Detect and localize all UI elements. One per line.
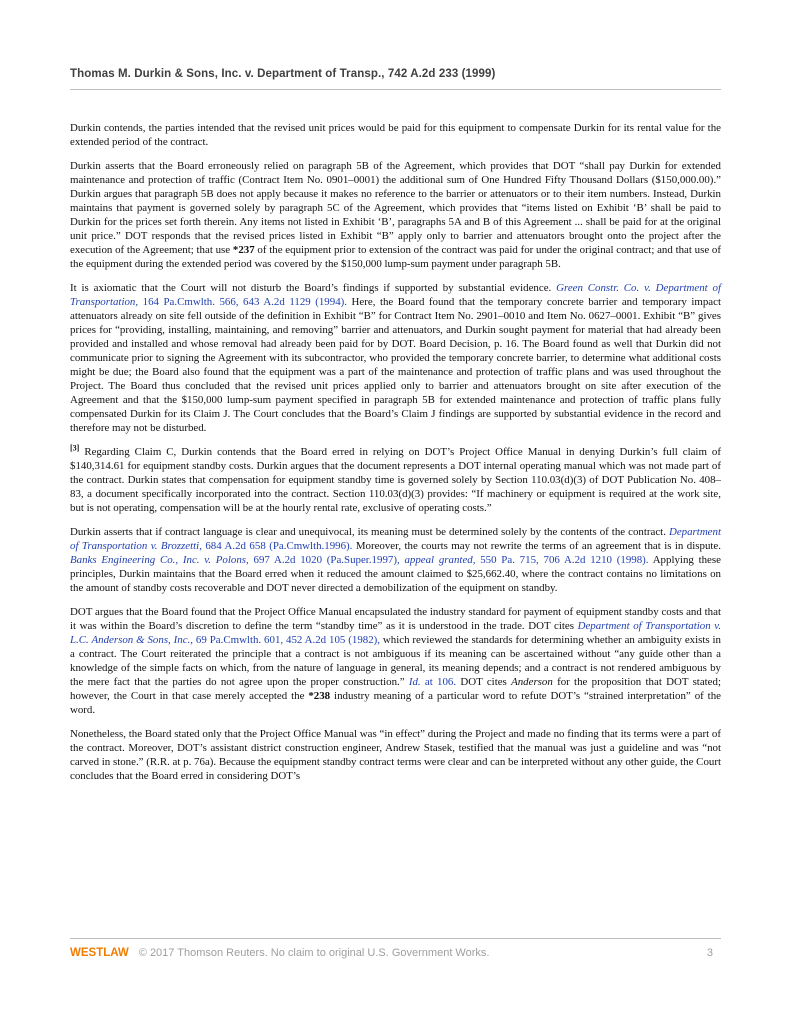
text-span: Here, the Board found that the temporary concrete barrier and temporary impact attenuators already on site fell outside of the definition in Exhibit “B” for Contract Item No. 2901–0010 and Item No. 0627–0001. Exhibit “B” gives prices for “providing, installing, maintaining, and removing” barrier and attenuators, and Durkin sought payment for material that had already been provided and installed and whose removal had already been paid for by DOT. Board Decision, p. 16. The Board found as well that Durkin did not communicate prior to signing the Agreement with its subcontractor, who provided the temporary concrete barrier, to determine what additional costs might be due; the Board also found that the equipment was a part of the maintenance and protection of traffic plans and was used throughout the Project. The Board thus concluded that the revised unit prices applied only to barrier and attenuators brought on site after execution of the Agreement and that the $150,000 lump-sum payment specified in paragraph 5B for extended maintenance and protection of traffic plans fully compensated Durkin for its Claim J. The Court concludes that the Board’s Claim J findings are supported by substantial evidence in the record and therefore may not be disturbed. [70,296,722,434]
paragraph-1 [70,121,721,149]
text-span: DOT argues that the Board found that the Project Office Manual encapsulated the industry standard for payment of equipment standby costs and that it was within the Board’s discretion to define the term “standby time” as it is understood in the trade. DOT cites [70,606,721,632]
appeal-granted-link[interactable]: appeal granted, [399,554,476,566]
text-span: Moreover, the courts may not rewrite the terms of an agreement that is in dispute. [352,540,721,552]
text-span: which reviewed the standards for determining whether an ambiguity exists in a contract. The Court reiterated the principle that a contract is not ambiguous if its meaning can be ascertained without “any guide other than a knowledge of the simple facts on which, from the nature of language in general, its meaning depends; and a contract is not rendered ambiguous by the mere fact that the parties do not agree upon the proper construction.” [70,634,721,688]
paragraph-2 [70,159,721,271]
paragraph-4 [70,445,721,515]
case-link-green-constr[interactable]: Green Constr. Co. v. Department of Transportation, [70,282,721,308]
citation-link-appeal[interactable]: 550 Pa. 715, 706 A.2d 1210 (1998). [475,554,649,566]
citation-link-brozzetti[interactable]: 684 A.2d 658 (Pa.Cmwlth.1996). [201,540,353,552]
case-link-banks-engineering[interactable]: Banks Engineering Co., Inc. v. Polons, [70,554,249,566]
text-span: Durkin asserts that the Board erroneously relied on paragraph 5B of the Agreement, which provides that DOT “shall pay Durkin for extended maintenance and protection of traffic (Contract Item No. 0901–0001) the additional sum of One Hundred Fifty Thousand Dollars ($150,000.00).” Durkin argues that paragraph 5B does not apply because it makes no reference to the barrier or attenuators or to their item numbers. Instead, Durkin maintains that payment is governed solely by paragraph 5C of the Agreement, which provides that “items listed on Exhibit ‘B’ shall be paid to Durkin for the prices set forth therein. Any items not listed in Exhibit ‘B’, paragraphs 5A and B of this Agreement ... shall be paid for at the original unit price.” DOT responds that the revised prices listed in Exhibit “B” apply only to barrier and attenuators brought onto the project after the execution of the Agreement; that use [70,160,721,256]
text-span: Nonetheless, the Board stated only that the Project Office Manual was “in effect” during the Project and made no finding that its terms were a part of the contract. Moreover, DOT’s assistant district construction engineer, Andrew Stasek, testified that the manual was just a guideline and was “not carved in stone.” (R.R. at p. 76a). Because the equipment standby contract terms were clear and can be interpreted without any other guide, the Court concludes that the Board erred in considering DOT’s [70,728,721,782]
paragraph-5 [70,525,721,595]
case-link-anderson[interactable]: Department of Transportation v. L.C. Anderson & Sons, Inc., [70,620,721,646]
text-span: DOT cites [456,676,512,688]
text-span: It is axiomatic that the Court will not disturb the Board’s findings if supported by substantial evidence. [70,282,557,294]
text-span: Applying these principles, Durkin maintains that the Board erred when it reduced the amount claimed to $25,662.40, where the contract contains no limitations on the amount of standby costs recoverable and DOT never directed a demobilization of the equipment on standby. [70,554,721,594]
citation-link-green-constr[interactable]: 164 Pa.Cmwlth. 566, 643 A.2d 1129 (1994). [138,296,347,308]
text-span: of the equipment prior to extension of the contract was paid for under the original contract; and that use of the equipment during the extended period was covered by the $150,000 lump-sum payment under paragraph 5B. [70,244,722,270]
footnote-marker[interactable]: [3] [70,443,80,453]
text-span: Durkin asserts that if contract language is clear and unequivocal, its meaning must be determined solely by the contents of the contract. [70,526,669,538]
page-number: 3 [706,947,713,959]
anderson-ref: Anderson [511,676,553,688]
text-span: Durkin contends, the parties intended that the revised unit prices would be paid for this equipment to compensate Durkin for its rental value for the extended period of the contract. [70,122,721,148]
text-span: Regarding Claim C, Durkin contends that the Board erred in relying on DOT’s Project Office Manual in denying Durkin’s full claim of $140,314.61 for equipment standby costs. Durkin argues that the document represents a DOT internal operating manual which was not made part of the contract. Durkin states that compensation for equipment standby time is governed solely by Section 110.03(d)(3) of DOT Publication No. 408–83, a document specifically incorporated into the contract. Section 110.03(d)(3) provides: “If machinery or equipment is required at the work site, but is not operating, compensation will be at the hourly rental rate, exclusive of operating costs.” [70,446,721,514]
star-page-238: *238 [308,690,331,702]
paragraph-3 [70,281,721,435]
page-footer [70,947,721,959]
westlaw-logo: WESTLAW [70,947,129,959]
header-divider [70,89,721,90]
page-header-title: Thomas M. Durkin & Sons, Inc. v. Department of Transp., 742 A.2d 233 (1999) [70,68,496,80]
citation-link-banks-engineering[interactable]: 697 A.2d 1020 (Pa.Super.1997), [248,554,400,566]
footer-divider [70,938,721,939]
paragraph-7 [70,727,721,783]
id-citation-link[interactable]: at 106. [420,676,457,688]
text-span: for the proposition that DOT stated; however, the Court in that case merely accepted the [70,676,721,702]
id-link[interactable]: Id. [408,676,421,688]
star-page-237: *237 [232,244,255,256]
opinion-body [70,121,721,793]
citation-link-anderson[interactable]: 69 Pa.Cmwlth. 601, 452 A.2d 105 (1982), [193,634,381,646]
paragraph-6 [70,605,721,717]
text-span: industry meaning of a particular word to refute DOT’s “strained interpretation” of the word. [70,690,721,716]
copyright-notice: © 2017 Thomson Reuters. No claim to original U.S. Government Works. [138,947,490,959]
case-link-brozzetti[interactable]: Department of Transportation v. Brozzetti, [70,526,721,552]
